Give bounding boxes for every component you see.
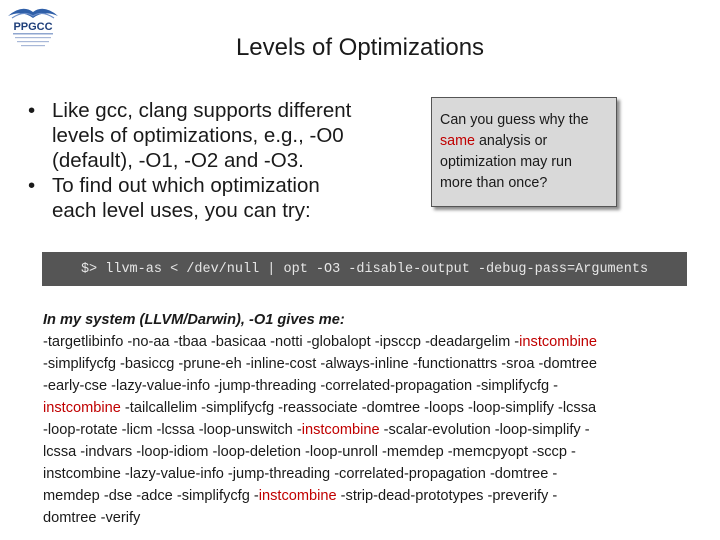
command-line-bar [42,252,687,286]
callout-highlight: same [440,133,475,149]
bullet-line: each level uses, you can try: [52,199,311,222]
callout-line: Can you guess why the [440,112,589,128]
output-heading: In my system (LLVM/Darwin), -O1 gives me: [43,312,345,328]
output-line [43,485,695,507]
callout-line: optimization may run [440,154,572,170]
pass-text: -loop-rotate -licm -lcssa -loop-unswitch - [43,422,302,438]
bullet-line: To find out which optimization [52,174,320,197]
pass-text: -tailcallelim -simplifycfg -reassociate -domtree -loops -loop-simplify -lcssa [120,400,597,416]
output-line [43,397,695,419]
callout-line: more than once? [440,175,548,191]
bullet-marker: • [28,174,36,197]
output-line [43,353,695,375]
pass-text: -strip-dead-prototypes -preverify - [336,488,558,504]
callout-line-rest: analysis or [474,133,548,149]
pass-text: instcombine -lazy-value-info -jump-threading -correlated-propagation -domtree - [43,466,558,482]
optimization-output [43,309,695,529]
highlighted-pass: instcombine [519,334,598,350]
pass-text: domtree -verify [43,510,141,526]
output-line [43,419,695,441]
output-line [43,441,695,463]
output-line [43,331,695,353]
bullet-line: Like gcc, clang supports different [52,99,352,122]
bullet-line: levels of optimizations, e.g., -O0 [52,124,344,147]
command-text: $> llvm-as < /dev/null | opt -O3 -disable-output -debug-pass=Arguments [80,261,649,277]
highlighted-pass: instcombine [258,488,337,504]
bullet-list [28,98,408,223]
highlighted-pass: instcombine [43,400,121,416]
slide-title: Levels of Optimizations [235,34,485,61]
logo-text: PPGCC [13,21,53,33]
pass-text: -targetlibinfo -no-aa -tbaa -basicaa -notti -globalopt -ipsccp -deadargelim - [43,334,520,350]
highlighted-pass: instcombine [301,422,380,438]
callout-line [440,131,608,152]
bullet-marker: • [28,99,36,122]
pass-text: -early-cse -lazy-value-info -jump-threading -correlated-propagation -simplifycfg - [43,378,559,394]
pass-text: memdep -dse -adce -simplifycfg - [43,488,259,504]
bullet-line: (default), -O1, -O2 and -O3. [52,149,304,172]
pass-text: lcssa -indvars -loop-idiom -loop-deletion -loop-unroll -memdep -memcpyopt -sccp - [43,444,576,460]
output-line [43,507,695,529]
bullet-item [28,98,408,173]
output-line [43,463,695,485]
output-line [43,375,695,397]
bullet-item [28,173,408,223]
output-lines [43,331,695,529]
question-callout-box [431,97,617,207]
pass-text: -scalar-evolution -loop-simplify - [379,422,590,438]
pass-text: -simplifycfg -basiccg -prune-eh -inline-cost -always-inline -functionattrs -sroa -domtree [43,356,597,372]
